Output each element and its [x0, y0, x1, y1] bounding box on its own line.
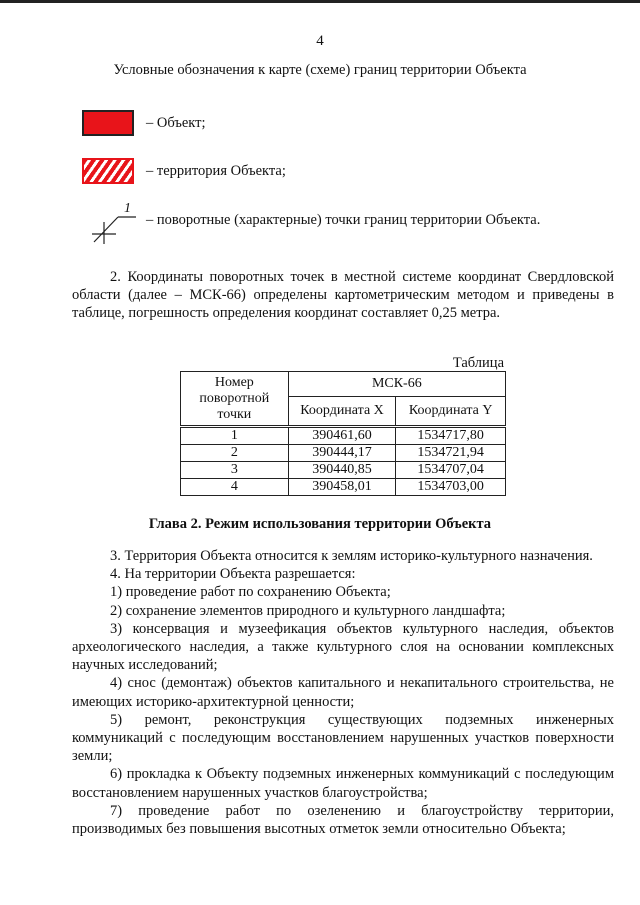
- red-fill-square-icon: [82, 110, 134, 136]
- header-msk66: МСК-66: [288, 372, 505, 397]
- coordinates-table: [180, 371, 506, 496]
- header-coord-y: Координата Y: [396, 397, 506, 427]
- body-paragraph: 2) сохранение элементов природного и культурного ландшафта;: [110, 602, 506, 619]
- cell-point: 3: [181, 462, 289, 479]
- header-point-number: Номер поворотной точки: [181, 372, 289, 427]
- body-paragraph: 7) проведение работ по озеленению и благоустройству территории, производимых без повышения высотных отметок земли относительно Объекта;: [72, 802, 614, 838]
- table-row: [181, 445, 506, 462]
- red-hatch-square-icon: [82, 158, 134, 184]
- chapter-title: Глава 2. Режим использования территории Объекта: [148, 516, 492, 532]
- cell-y: 1534717,80: [396, 427, 506, 445]
- body-paragraph: 3. Территория Объекта относится к землям историко-культурного назначения.: [110, 548, 593, 564]
- page-number: 4: [316, 33, 324, 49]
- scan-top-edge: [0, 0, 640, 3]
- cell-x: 390440,85: [288, 462, 396, 479]
- body-paragraph: 5) ремонт, реконструкция существующих подземных инженерных коммуникаций с последующим восстановлением нарушенных участков поверхности земли;: [72, 711, 614, 765]
- cell-point: 4: [181, 479, 289, 496]
- legend-item-label: – территория Объекта;: [146, 163, 286, 179]
- table-caption: Таблица: [452, 355, 504, 371]
- chapter-body: [72, 547, 614, 838]
- cell-point: 1: [181, 427, 289, 445]
- cell-x: 390444,17: [288, 445, 396, 462]
- cell-x: 390461,60: [288, 427, 396, 445]
- paragraph-coordinates: 2. Координаты поворотных точек в местной системе координат Свердловской области (далее – МСК-66) определены картометрическим методом и приведены в таблице, погрешность определения координат составляет 0,25 метра.: [72, 269, 614, 321]
- table-row: [181, 427, 506, 445]
- table-row: [181, 462, 506, 479]
- cell-y: 1534707,04: [396, 462, 506, 479]
- body-paragraph: 3) консервация и музеефикация объектов культурного наследия, объектов археологического наследия, а также культурного слоя на основании комплексных научных исследований;: [72, 620, 614, 674]
- body-paragraph: 4. На территории Объекта разрешается:: [110, 566, 356, 583]
- legend-item-label: – Объект;: [146, 115, 206, 131]
- legend-title: Условные обозначения к карте (схеме) границ территории Объекта: [113, 62, 527, 78]
- turning-point-number: 1: [124, 201, 131, 216]
- cell-y: 1534721,94: [396, 445, 506, 462]
- body-paragraph: 6) прокладка к Объекту подземных инженерных коммуникаций с последующим восстановлением нарушенных участков благоустройства;: [72, 766, 614, 801]
- legend-item-label: – поворотные (характерные) точки границ территории Объекта.: [146, 212, 541, 228]
- body-paragraph: 1) проведение работ по сохранению Объекта;: [110, 584, 391, 601]
- cell-x: 390458,01: [288, 479, 396, 496]
- cell-point: 2: [181, 445, 289, 462]
- header-coord-x: Координата X: [288, 397, 396, 427]
- body-paragraph: 4) снос (демонтаж) объектов капитального и некапитального строительства, не имеющих историко-архитектурной ценности;: [72, 675, 614, 710]
- table-row: [181, 479, 506, 496]
- turning-point-marker-icon: [84, 197, 138, 245]
- cell-y: 1534703,00: [396, 479, 506, 496]
